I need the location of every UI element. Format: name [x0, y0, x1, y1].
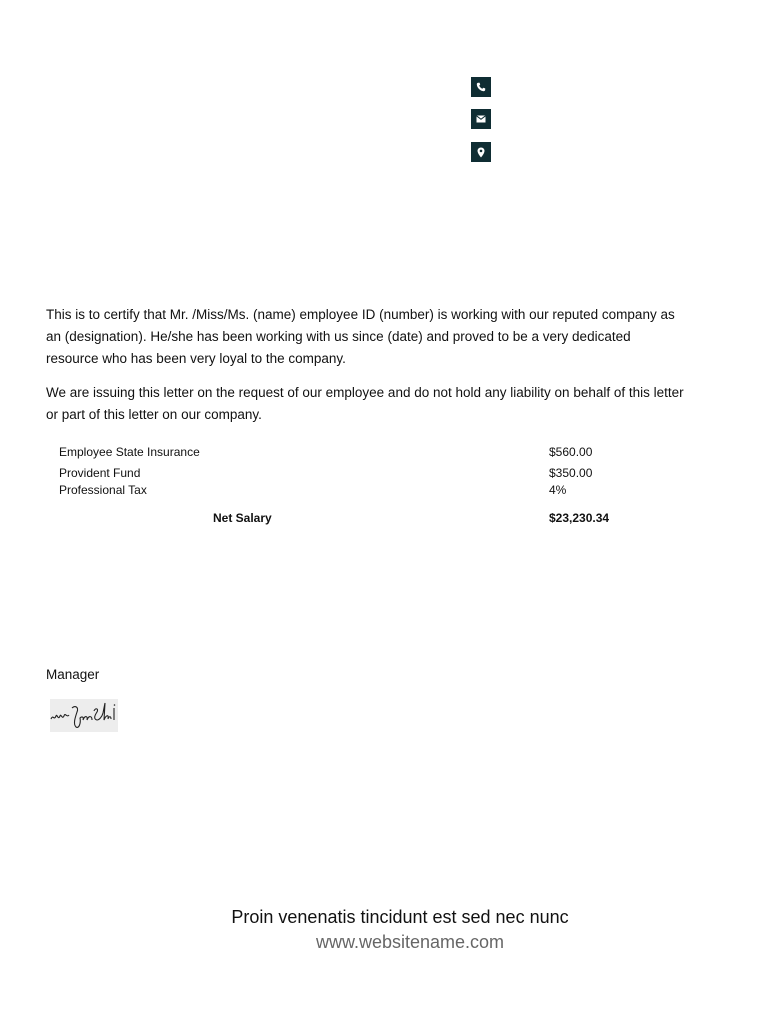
location-pin-icon — [471, 142, 491, 162]
phone-icon — [471, 77, 491, 97]
deduction-value: 4% — [549, 483, 567, 497]
email-icon — [471, 109, 491, 129]
deduction-value: $560.00 — [549, 445, 593, 459]
net-salary-value: $23,230.34 — [549, 511, 610, 525]
disclaimer-paragraph: We are issuing this letter on the request of our employee and do not hold any liability on behalf of this letter or part of this letter on our company. — [46, 385, 684, 422]
website-link[interactable]: www.websitename.com — [315, 932, 505, 952]
signatory-title: Manager — [46, 667, 100, 682]
deduction-value: $350.00 — [549, 466, 593, 480]
certification-paragraph: This is to certify that Mr. /Miss/Ms. (name) employee ID (number) is working with our reputed company as an (designation). He/she has been working with us since (date) and proved to be a very dedicated resource who has been very loyal to the company. — [46, 307, 675, 366]
deduction-label: Provident Fund — [59, 466, 141, 480]
deduction-label: Employee State Insurance — [59, 445, 200, 459]
signature-image — [50, 699, 118, 732]
net-salary-label: Net Salary — [213, 511, 272, 525]
deduction-label: Professional Tax — [59, 483, 147, 497]
footer-tagline: Proin venenatis tincidunt est sed nec nunc — [231, 907, 569, 927]
